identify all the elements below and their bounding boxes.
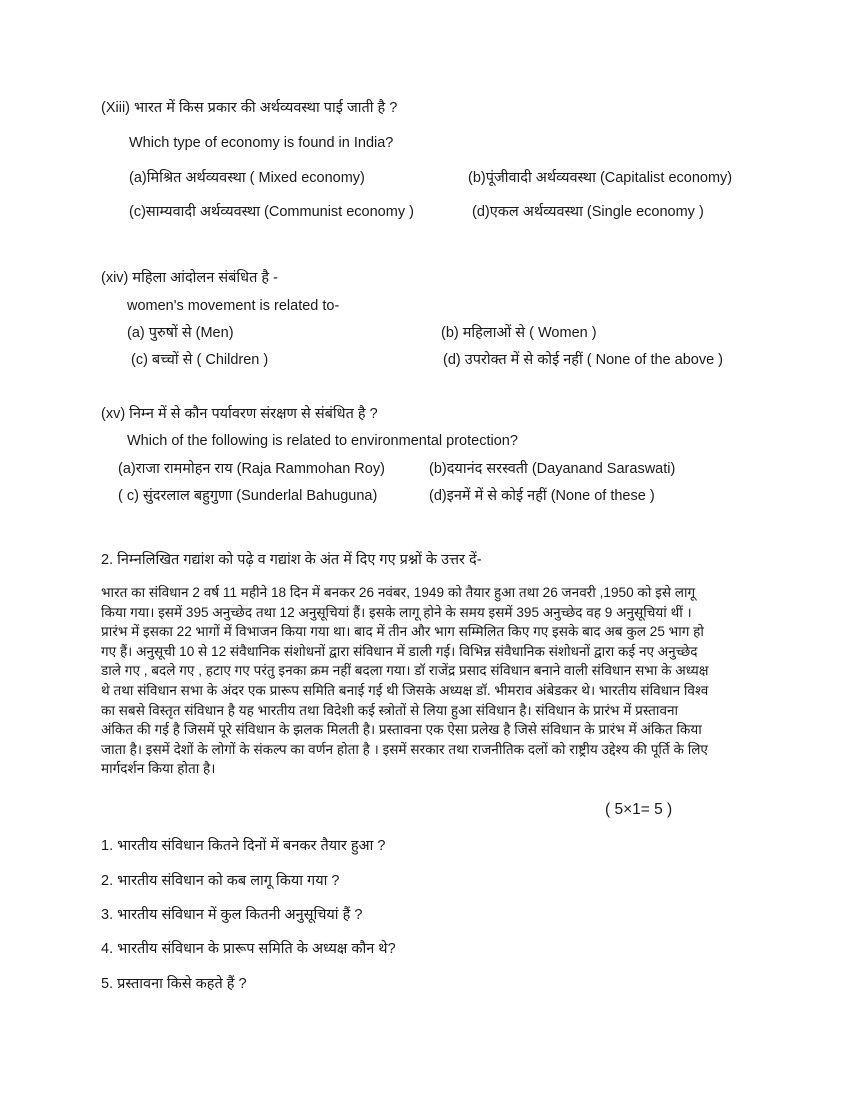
passage-line: जाता है। इसमें देशों के लोगों के संकल्प का वर्णन होता है । इसमें सरकार तथा राजनीतिक दलों को राष्ट्रीय उद्देश्य की पूर्ति के लिए <box>101 741 708 757</box>
q15-option-c: ( c) सुंदरलाल बहुगुणा (Sunderlal Bahuguna) <box>118 488 378 504</box>
section2-heading: 2. निम्नलिखित गद्यांश को पढ़े व गद्यांश के अंत में दिए गए प्रश्नों के उत्तर दें- <box>101 552 482 568</box>
passage-line: का सबसे विस्तृत संविधान है यह भारतीय तथा विदेशी कई स्त्रोतों से लिया हुआ संविधान है। संविधान के प्रारंभ में प्रस्तावना <box>101 702 679 718</box>
q13-question-english: Which type of economy is found in India? <box>129 135 394 151</box>
q14-option-b: (b) महिलाओं से ( Women ) <box>441 325 597 341</box>
q15-question-hindi: (xv) निम्न में से कौन पर्यावरण संरक्षण से संबंधित है ? <box>101 406 378 422</box>
q14-question-english: women's movement is related to- <box>127 298 340 314</box>
q14-question-hindi: (xiv) महिला आंदोलन संबंधित है - <box>101 270 278 286</box>
q14-option-d: (d) उपरोक्त में से कोई नहीं ( None of the above ) <box>443 352 724 368</box>
q14-option-c: (c) बच्चों से ( Children ) <box>131 352 269 368</box>
passage-line: प्रारंभ में इसका 22 भागों में विभाजन किया गया था। बाद में तीन और भाग सम्मिलित किए गए इसके बाद अब कुल 25 भाग हो <box>101 624 704 640</box>
passage-line: डाले गए , बदले गए , हटाए गए परंतु इनका क्रम नहीं बदला गया। डॉ राजेंद्र प्रसाद संविधान बनाने वाली संविधान सभा के अध्यक्ष <box>101 663 709 679</box>
passage-line: गए हैं। अनुसूची 10 से 12 संवैधानिक संशोधनों द्वारा संविधान में डाली गई। विभिन्न संवैधानिक संशोधनों द्वारा कई नए अनुच्छेद <box>101 643 698 659</box>
q13-option-c: (c)साम्यवादी अर्थव्यवस्था (Communist economy ) <box>129 204 414 220</box>
q15-option-d: (d)इनमें में से कोई नहीं (None of these ) <box>429 488 655 504</box>
passage-line: भारत का संविधान 2 वर्ष 11 महीने 18 दिन में बनकर 26 नवंबर, 1949 को तैयार हुआ तथा 26 जनवरी ,1950 को इसे लागू <box>101 585 696 600</box>
passage-line: मार्गदर्शन किया होता है। <box>101 761 216 777</box>
passage-line: थे तथा संविधान सभा के अंदर एक प्रारूप समिति बनाई गई थी जिसके अध्यक्ष डॉ. भीमराव अंबेडकर थे। भारतीय संविधान विश्व <box>101 682 709 698</box>
q13-option-d: (d)एकल अर्थव्यवस्था (Single economy ) <box>472 204 704 220</box>
q13-option-a: (a)मिश्रित अर्थव्यवस्था ( Mixed economy) <box>129 170 365 186</box>
sub-question-1: 1. भारतीय संविधान कितने दिनों में बनकर तैयार हुआ ? <box>101 838 386 854</box>
sub-question-4: 4. भारतीय संविधान के प्रारूप समिति के अध्यक्ष कौन थे? <box>101 941 396 957</box>
sub-question-3: 3. भारतीय संविधान में कुल कितनी अनुसूचियां हैं ? <box>101 907 363 923</box>
q15-option-a: (a)राजा राममोहन राय (Raja Rammohan Roy) <box>118 461 385 477</box>
q15-question-english: Which of the following is related to environmental protection? <box>127 433 518 449</box>
passage <box>101 583 751 779</box>
sub-question-2: 2. भारतीय संविधान को कब लागू किया गया ? <box>101 873 340 889</box>
passage-line: अंकित की गई है जिसमें पूरे संविधान के झलक मिलती है। प्रस्तावना एक ऐसा प्रलेख है जिसे संविधान के प्रारंभ में अंकित किया <box>101 722 702 738</box>
q14-option-a: (a) पुरुषों से (Men) <box>127 325 234 341</box>
marks-label: ( 5×1= 5 ) <box>605 801 673 818</box>
sub-question-5: 5. प्रस्तावना किसे कहते हैं ? <box>101 976 247 992</box>
q15-option-b: (b)दयानंद सरस्वती (Dayanand Saraswati) <box>429 461 676 477</box>
q13-question-hindi: (Xiii) भारत में किस प्रकार की अर्थव्यवस्था पाई जाती है ? <box>101 100 398 116</box>
q13-option-b: (b)पूंजीवादी अर्थव्यवस्था (Capitalist economy) <box>468 170 733 186</box>
passage-line: किया गया। इसमें 395 अनुच्छेद तथा 12 अनुसूचियां हैं। इसके लागू होने के समय इसमें 395 अनुच्छेद वह 9 अनुसूचियां थीं । <box>101 604 692 620</box>
